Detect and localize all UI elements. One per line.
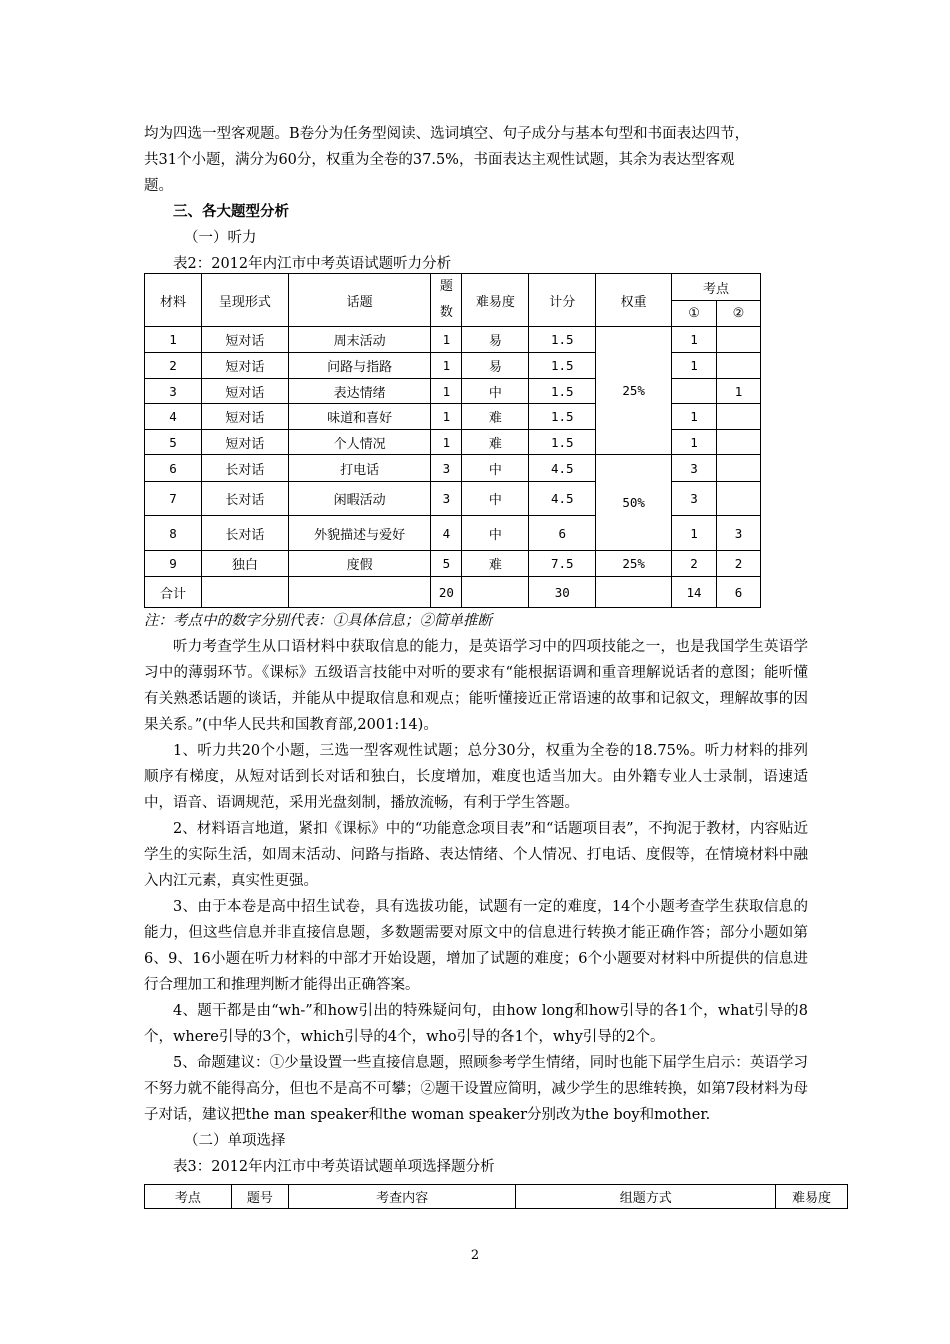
total-empty-form: [201, 577, 288, 608]
cell-p2: [717, 482, 761, 516]
header-form: 呈现形式: [201, 274, 288, 327]
cell-form: 短对话: [201, 404, 288, 430]
cell-p1: 1: [672, 404, 717, 430]
cell-topic: 问路与指路: [288, 353, 431, 379]
cell-difficulty: 难: [462, 430, 529, 455]
cell-topic: 度假: [288, 551, 431, 577]
listening-analysis-table: [144, 273, 761, 608]
cell-form: 长对话: [201, 455, 288, 482]
cell-material: 9: [145, 551, 202, 577]
header-difficulty: 难易度: [462, 274, 529, 327]
cell-count: 3: [431, 455, 462, 482]
cell-score: 1.5: [529, 353, 596, 379]
cell-p1: 2: [672, 551, 717, 577]
total-score: 30: [529, 577, 596, 608]
cell-form: 长对话: [201, 482, 288, 516]
cell-material: 6: [145, 455, 202, 482]
cell-difficulty: 中: [462, 516, 529, 551]
listening-para-0: 听力考查学生从口语材料中获取信息的能力，是英语学习中的四项技能之一，也是我国学生英语学习中的薄弱环节。《课标》五级语言技能中对听的要求有“能根据语调和重音理解说话者的意图；能听懂有关熟悉话题的谈话，并能从中提取信息和观点；能听懂接近正常语速的故事和记叙文，理解故事的因果关系。”(中华人民共和国教育部,2001:14)。: [144, 639, 808, 733]
table-row: [145, 327, 761, 353]
table-note: 注：考点中的数字分别代表：①具体信息；②简单推断: [144, 613, 492, 629]
cell-p1: 3: [672, 455, 717, 482]
cell-difficulty: 中: [462, 455, 529, 482]
cell-count: 1: [431, 404, 462, 430]
cell-weight-group-1: 25%: [596, 327, 672, 455]
total-p2: 6: [717, 577, 761, 608]
cell-p2: 2: [717, 551, 761, 577]
header-number: 题号: [231, 1185, 288, 1209]
total-label: 合计: [145, 577, 202, 608]
header-content: 考查内容: [288, 1185, 516, 1209]
cell-material: 7: [145, 482, 202, 516]
cell-topic: 打电话: [288, 455, 431, 482]
cell-form: 独白: [201, 551, 288, 577]
header-weight: 权重: [596, 274, 672, 327]
listening-para-4: 4、题干都是由“wh-”和how引出的特殊疑问句，由how long和how引导的各1个，what引导的8个，where引导的3个，which引导的4个，who引导的各1个，why引导的2个。: [144, 1003, 808, 1045]
intro-paragraph: [144, 121, 808, 277]
cell-difficulty: 难: [462, 404, 529, 430]
cell-count: 4: [431, 516, 462, 551]
cell-form: 短对话: [201, 379, 288, 404]
cell-p1: 1: [672, 353, 717, 379]
header-score: 计分: [529, 274, 596, 327]
listening-para-5: 5、命题建议：①少量设置一些直接信息题，照顾参考学生情绪，同时也能下届学生启示：英语学习不努力就不能得高分，但也不是高不可攀；②题干设置应简明，减少学生的思维转换，如第7段材料为母子对话，建议把the man speaker和the woman speaker分别改为the boy和mother.: [144, 1055, 808, 1123]
listening-para-1: 1、听力共20个小题，三选一型客观性试题；总分30分，权重为全卷的18.75%。听力材料的排列顺序有梯度，从短对话到长对话和独白，长度增加，难度也适当加大。由外籍专业人士录制，语速适中，语音、语调规范，采用光盘刻制，播放流畅，有利于学生答题。: [144, 743, 808, 811]
cell-p1: 1: [672, 516, 717, 551]
cell-form: 短对话: [201, 430, 288, 455]
cell-count: 5: [431, 551, 462, 577]
cell-difficulty: 难: [462, 551, 529, 577]
cell-material: 2: [145, 353, 202, 379]
header-points: 考点: [672, 274, 761, 301]
intro-line-2: 共31个小题，满分为60分，权重为全卷的37.5%，书面表达主观性试题，其余为表达型客观: [144, 152, 735, 168]
cell-p1: 1: [672, 327, 717, 353]
cell-score: 7.5: [529, 551, 596, 577]
header-point: 考点: [145, 1185, 232, 1209]
cell-score: 1.5: [529, 379, 596, 404]
cell-p2: [717, 327, 761, 353]
total-empty-weight: [596, 577, 672, 608]
cell-difficulty: 易: [462, 353, 529, 379]
listening-subtitle: （一）听力: [184, 230, 257, 246]
cell-topic: 闲暇活动: [288, 482, 431, 516]
cell-p2: 3: [717, 516, 761, 551]
header-topic: 话题: [288, 274, 431, 327]
cell-score: 6: [529, 516, 596, 551]
cell-form: 短对话: [201, 327, 288, 353]
cell-count: 3: [431, 482, 462, 516]
cell-score: 4.5: [529, 455, 596, 482]
cell-topic: 外貌描述与爱好: [288, 516, 431, 551]
table2-caption: 表2：2012年内江市中考英语试题听力分析: [173, 256, 452, 272]
cell-topic: 个人情况: [288, 430, 431, 455]
total-p1: 14: [672, 577, 717, 608]
cell-material: 8: [145, 516, 202, 551]
cell-p1: 1: [672, 430, 717, 455]
header-material: 材料: [145, 274, 202, 327]
cell-difficulty: 中: [462, 482, 529, 516]
cell-material: 5: [145, 430, 202, 455]
header-count-text: 题数: [439, 279, 453, 320]
cell-p2: [717, 455, 761, 482]
cell-p2: [717, 430, 761, 455]
cell-difficulty: 易: [462, 327, 529, 353]
total-count: 20: [431, 577, 462, 608]
table-total-row: [145, 577, 761, 608]
cell-form: 短对话: [201, 353, 288, 379]
page-number: 2: [470, 1248, 480, 1263]
header-count: [431, 274, 462, 327]
cell-weight-group-2: 50%: [596, 455, 672, 551]
listening-para-3: 3、由于本卷是高中招生试卷，具有选拔功能，试题有一定的难度，14个小题考查学生获取信息的能力，但这些信息并非直接信息题，多数题需要对原文中的信息进行转换才能正确作答；部分小题如第6、9、16小题在听力材料的中部才开始设题，增加了试题的难度；6个小题要对材料中所提供的信息进行合理加工和推理判断才能得出正确答案。: [144, 899, 808, 993]
header-difficulty: 难易度: [776, 1185, 848, 1209]
cell-topic: 表达情绪: [288, 379, 431, 404]
single-choice-subtitle: （二）单项选择: [184, 1133, 286, 1149]
total-empty-difficulty: [462, 577, 529, 608]
table-row: [145, 455, 761, 482]
cell-p2: [717, 353, 761, 379]
table3-caption: 表3：2012年内江市中考英语试题单项选择题分析: [173, 1159, 495, 1175]
cell-score: 1.5: [529, 404, 596, 430]
cell-material: 3: [145, 379, 202, 404]
section-3-title: 三、各大题型分析: [173, 203, 289, 220]
cell-material: 4: [145, 404, 202, 430]
header-point-1: ①: [672, 301, 717, 327]
intro-line-3: 题。: [144, 178, 173, 194]
cell-difficulty: 中: [462, 379, 529, 404]
cell-p2: 1: [717, 379, 761, 404]
cell-count: 1: [431, 379, 462, 404]
cell-topic: 周末活动: [288, 327, 431, 353]
cell-material: 1: [145, 327, 202, 353]
single-choice-table: [144, 1184, 848, 1209]
cell-score: 1.5: [529, 430, 596, 455]
header-point-2: ②: [717, 301, 761, 327]
header-method: 组题方式: [516, 1185, 776, 1209]
cell-topic: 味道和喜好: [288, 404, 431, 430]
cell-p2: [717, 404, 761, 430]
cell-p1: [672, 379, 717, 404]
listening-para-2: 2、材料语言地道，紧扣《课标》中的“功能意念项目表”和“话题项目表”，不拘泥于教材，内容贴近学生的实际生活，如周末活动、问路与指路、表达情绪、个人情况、打电话、度假等，在情境材料中融入内江元素，真实性更强。: [144, 821, 808, 889]
cell-count: 1: [431, 430, 462, 455]
cell-count: 1: [431, 353, 462, 379]
total-empty-topic: [288, 577, 431, 608]
intro-line-1: 均为四选一型客观题。B卷分为任务型阅读、选词填空、句子成分与基本句型和书面表达四节，: [144, 126, 750, 142]
table-row: [145, 551, 761, 577]
cell-score: 1.5: [529, 327, 596, 353]
cell-weight-row-9: 25%: [596, 551, 672, 577]
listening-analysis-text: [144, 634, 808, 1180]
cell-form: 长对话: [201, 516, 288, 551]
cell-score: 4.5: [529, 482, 596, 516]
cell-p1: 3: [672, 482, 717, 516]
cell-count: 1: [431, 327, 462, 353]
